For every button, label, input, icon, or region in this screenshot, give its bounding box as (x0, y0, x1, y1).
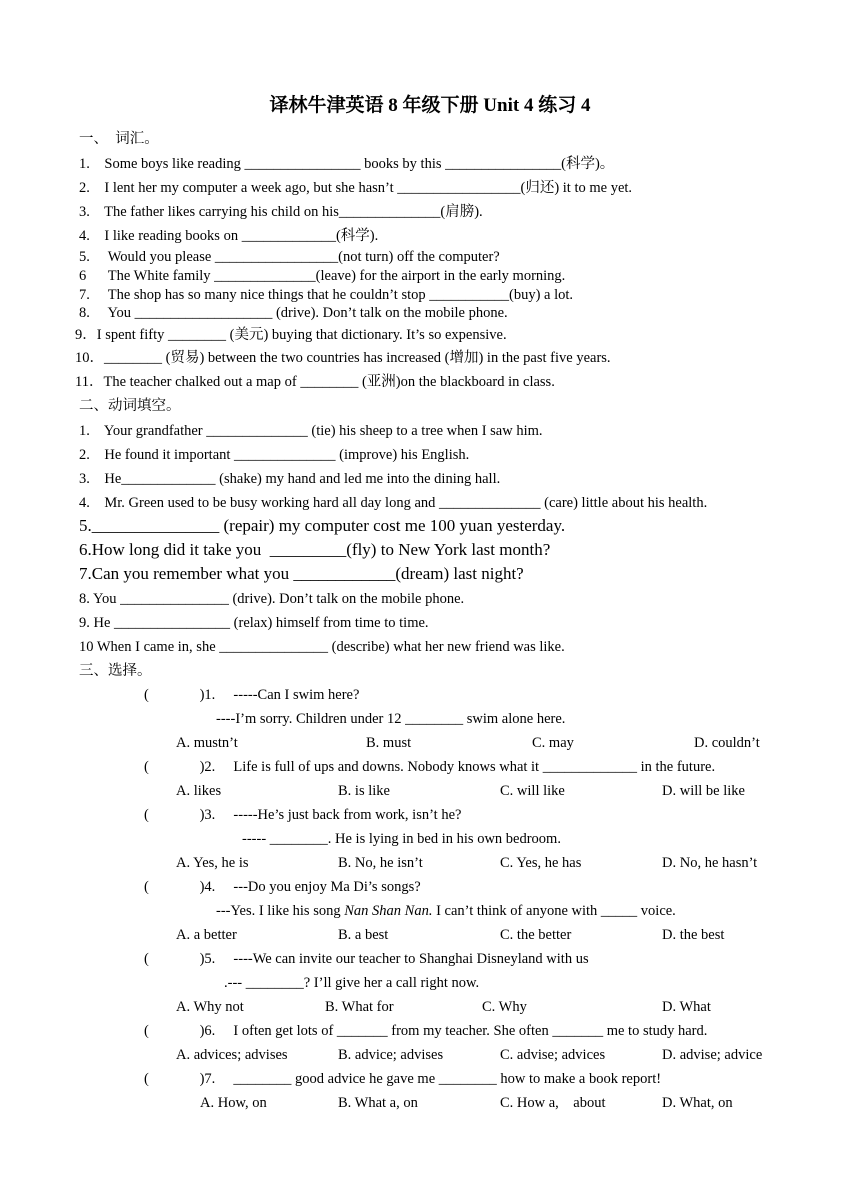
list-item: 1. Your grandfather ______________ (tie) his sheep to a tree when I saw him. (79, 423, 543, 439)
section-heading: 一、 词汇。 (79, 131, 159, 147)
list-item: 1. Some boys like reading ________________ books by this ________________(科学)。 (79, 156, 615, 172)
option-d: D. will be like (662, 783, 745, 799)
list-item: 8. You _______________ (drive). Don’t talk on the mobile phone. (79, 591, 465, 607)
option-a: A. advices; advises (176, 1047, 288, 1063)
question-stem: ( )4. ---Do you enjoy Ma Di’s songs? (144, 879, 421, 895)
option-d: D. the best (662, 927, 725, 943)
option-c: C. advise; advices (500, 1047, 606, 1063)
list-item: 11．The teacher chalked out a map of ________ (亚洲)on the blackboard in class. (75, 374, 555, 390)
list-item: 5._______________ (repair) my computer cost me 100 yuan yesterday. (79, 516, 566, 535)
page-title: 译林牛津英语 8 年级下册 Unit 4 练习 4 (269, 95, 591, 116)
list-item: 2. He found it important ______________ (improve) his English. (79, 447, 470, 463)
section-heading: 三、选择。 (79, 663, 152, 679)
option-c: C. Why (482, 999, 527, 1015)
option-b: B. No, he isn’t (338, 855, 423, 871)
option-b: B. must (366, 735, 412, 751)
list-item: 7.Can you remember what you ____________(dream) last night? (79, 564, 524, 583)
option-b: B. What a, on (338, 1095, 418, 1111)
option-a: A. How, on (200, 1095, 267, 1111)
option-c: C. may (532, 735, 574, 751)
reply-text: ---Yes. I like his song (216, 903, 345, 919)
question-stem: ( )1. -----Can I swim here? (144, 687, 360, 703)
reply-text: I can’t think of anyone with _____ voice. (432, 903, 676, 919)
option-b: B. advice; advises (338, 1047, 444, 1063)
question-stem: ( )5. ----We can invite our teacher to Shanghai Disneyland with us (144, 951, 589, 967)
option-a: A. Why not (176, 999, 244, 1015)
list-item: 10．________ (贸易) between the two countries has increased (增加) in the past five years. (75, 350, 611, 366)
list-item: 7. The shop has so many nice things that he couldn’t stop ___________(buy) a lot. (79, 287, 574, 303)
question-stem: ( )3. -----He’s just back from work, isn’t he? (144, 807, 462, 823)
question-stem: ( )2. Life is full of ups and downs. Nobody knows what it _____________ in the future. (144, 759, 716, 775)
list-item: 4. Mr. Green used to be busy working hard all day long and ______________ (care) little about his health. (79, 495, 708, 511)
option-d: D. advise; advice (662, 1047, 763, 1063)
list-item: 10 When I came in, she _______________ (describe) what her new friend was like. (79, 639, 565, 655)
option-c: C. Yes, he has (500, 855, 582, 871)
question-stem: ( )7. ________ good advice he gave me ________ how to make a book report! (144, 1071, 662, 1087)
option-b: B. a best (338, 927, 389, 943)
option-a: A. mustn’t (176, 735, 238, 751)
option-d: D. What (662, 999, 711, 1015)
question-stem: ( )6. I often get lots of _______ from my teacher. She often _______ me to study hard. (144, 1023, 708, 1039)
list-item: 3. The father likes carrying his child on his______________(肩膀). (79, 204, 483, 220)
option-c: C. the better (500, 927, 572, 943)
song-title: Nan Shan Nan. (344, 903, 433, 919)
option-a: A. a better (176, 927, 237, 943)
option-a: A. likes (176, 783, 222, 799)
question-reply (216, 902, 676, 920)
list-item: 8. You ___________________ (drive). Don’t talk on the mobile phone. (79, 305, 508, 321)
section-heading: 二、动词填空。 (79, 398, 181, 414)
option-d: D. What, on (662, 1095, 733, 1111)
question-reply: .--- ________? I’ll give her a call right now. (224, 975, 480, 991)
option-c: C. will like (500, 783, 565, 799)
list-item: 6 The White family ______________(leave) for the airport in the early morning. (79, 268, 566, 284)
option-a: A. Yes, he is (176, 855, 249, 871)
option-d: D. couldn’t (694, 735, 760, 751)
option-b: B. is like (338, 783, 390, 799)
option-d: D. No, he hasn’t (662, 855, 758, 871)
list-item: 6.How long did it take you _________(fly) to New York last month? (79, 540, 551, 559)
list-item: 2. I lent her my computer a week ago, but she hasn’t _________________(归还) it to me yet. (79, 180, 633, 196)
question-reply: ----- ________. He is lying in bed in his own bedroom. (242, 831, 561, 847)
list-item: 9．I spent fifty ________ (美元) buying that dictionary. It’s so expensive. (75, 327, 507, 343)
option-b: B. What for (325, 999, 394, 1015)
list-item: 4. I like reading books on _____________(科学). (79, 228, 379, 244)
list-item: 9. He ________________ (relax) himself from time to time. (79, 615, 429, 631)
question-reply: ----I’m sorry. Children under 12 ________ swim alone here. (216, 711, 566, 727)
list-item: 5. Would you please _________________(not turn) off the computer? (79, 249, 500, 265)
option-c: C. How a, about (500, 1095, 606, 1111)
list-item: 3. He_____________ (shake) my hand and led me into the dining hall. (79, 471, 501, 487)
